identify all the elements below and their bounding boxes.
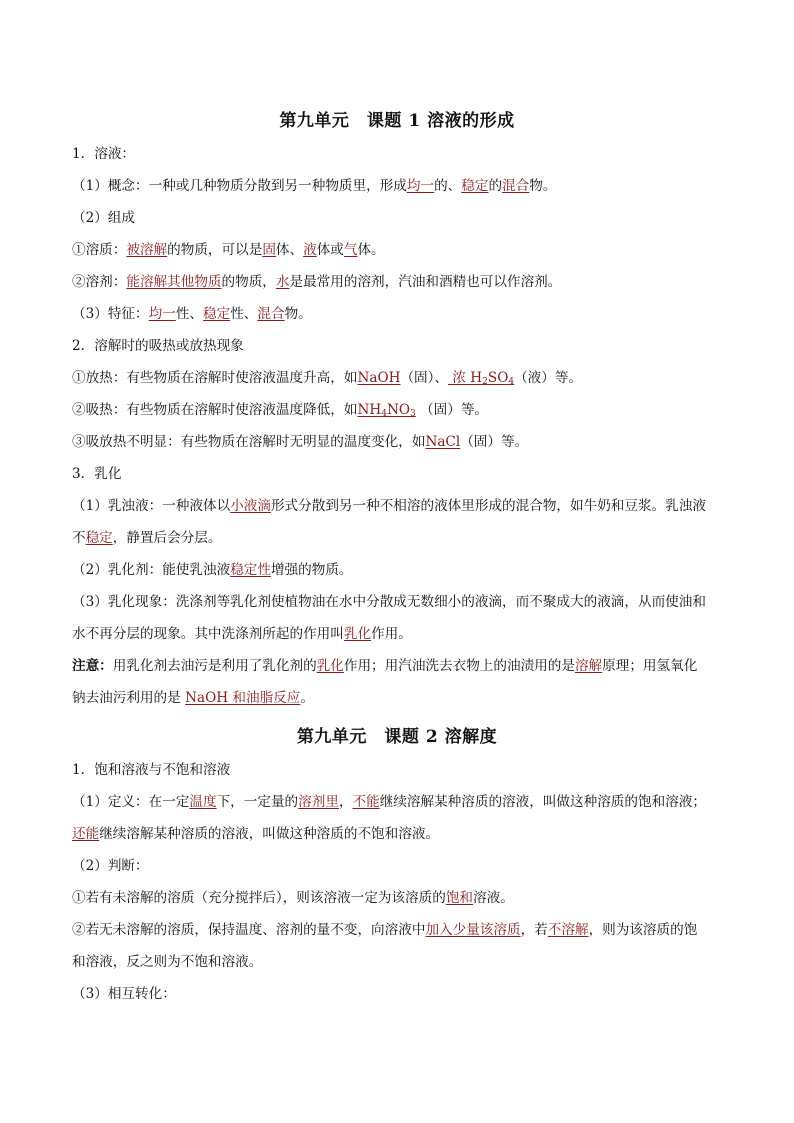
judge-line-3: 和溶液，反之则为不饱和溶液。 [72, 954, 263, 970]
solute-line: ①溶质：被溶解的物质，可以是固体、液体或气体。 [72, 242, 385, 258]
conversion-heading: （3）相互转化： [72, 986, 176, 1002]
emulsion-line-2: 不稳定，静置后会分层。 [72, 530, 222, 546]
definition-line-2: 还能继续溶解某种溶质的溶液，叫做这种溶质的不饱和溶液。 [72, 826, 440, 842]
emulsification-line-1: （3）乳化现象：洗涤剂等乳化剂使植物油在水中分散成无数细小的液滴，而不聚成大的液滴，从而使油和 [72, 594, 706, 610]
exothermic-line: ①放热：有些物质在溶解时使溶液温度升高，如NaOH（固）、 浓 $H_2SO_4$（液）等。 [72, 370, 583, 387]
judge-heading: （2）判断： [72, 858, 149, 874]
emulsify-heading: 3．乳化 [72, 466, 122, 482]
feature-line: （3）特征：均一性、稳定性、混合物。 [72, 306, 312, 322]
unit2-title: 第九单元 课题 2 溶解度 [296, 727, 498, 747]
heading-solution: 1．溶液： [72, 146, 136, 162]
judge-line-2: ②若无未溶解的溶质，保持温度、溶剂的量不变，向溶液中加入少量该溶质，若不溶解，则为该溶质的饱 [72, 922, 698, 938]
emulsification-line-2: 水不再分层的现象。其中洗涤剂所起的作用叫乳化作用。 [72, 626, 412, 642]
solvent-line: ②溶剂：能溶解其他物质的物质，水是最常用的溶剂，汽油和酒精也可以作溶剂。 [72, 274, 562, 290]
unit1-title: 第九单元 课题 1 溶液的形成 [279, 111, 515, 131]
saturated-heading: 1．饱和溶液与不饱和溶液 [72, 762, 231, 778]
definition-line-1: （1）定义：在一定温度下，一定量的溶剂里，不能继续溶解某种溶质的溶液，叫做这种溶质的饱和溶液； [72, 794, 706, 810]
endothermic-line: ②吸热：有些物质在溶解时使溶液温度降低，如$NH_4NO_3$ （固）等。 [72, 402, 489, 419]
heat-heading: 2．溶解时的吸热或放热现象 [72, 338, 244, 354]
note-line-2: 钠去油污利用的是 NaOH 和油脂反应。 [72, 690, 314, 706]
neutral-heat-line: ③吸放热不明显：有些物质在溶解时无明显的温度变化，如NaCl（固）等。 [72, 434, 529, 450]
note-line-1: 注意：用乳化剂去油污是利用了乳化剂的乳化作用；用汽油洗去衣物上的油渍用的是溶解原理；用氢氧化 [72, 658, 698, 674]
emulsifier-line: （2）乳化剂：能使乳浊液稳定性增强的物质。 [72, 562, 353, 578]
concept-line: （1）概念：一种或几种物质分散到另一种物质里，形成均一的、稳定的混合物。 [72, 178, 557, 194]
composition-heading: （2）组成 [72, 210, 136, 226]
judge-line-1: ①若有未溶解的溶质（充分搅拌后），则该溶液一定为该溶质的饱和溶液。 [72, 890, 514, 906]
emulsion-line-1: （1）乳浊液：一种液体以小液滴形式分散到另一种不相溶的液体里形成的混合物，如牛奶和豆浆。乳浊液 [72, 498, 706, 514]
